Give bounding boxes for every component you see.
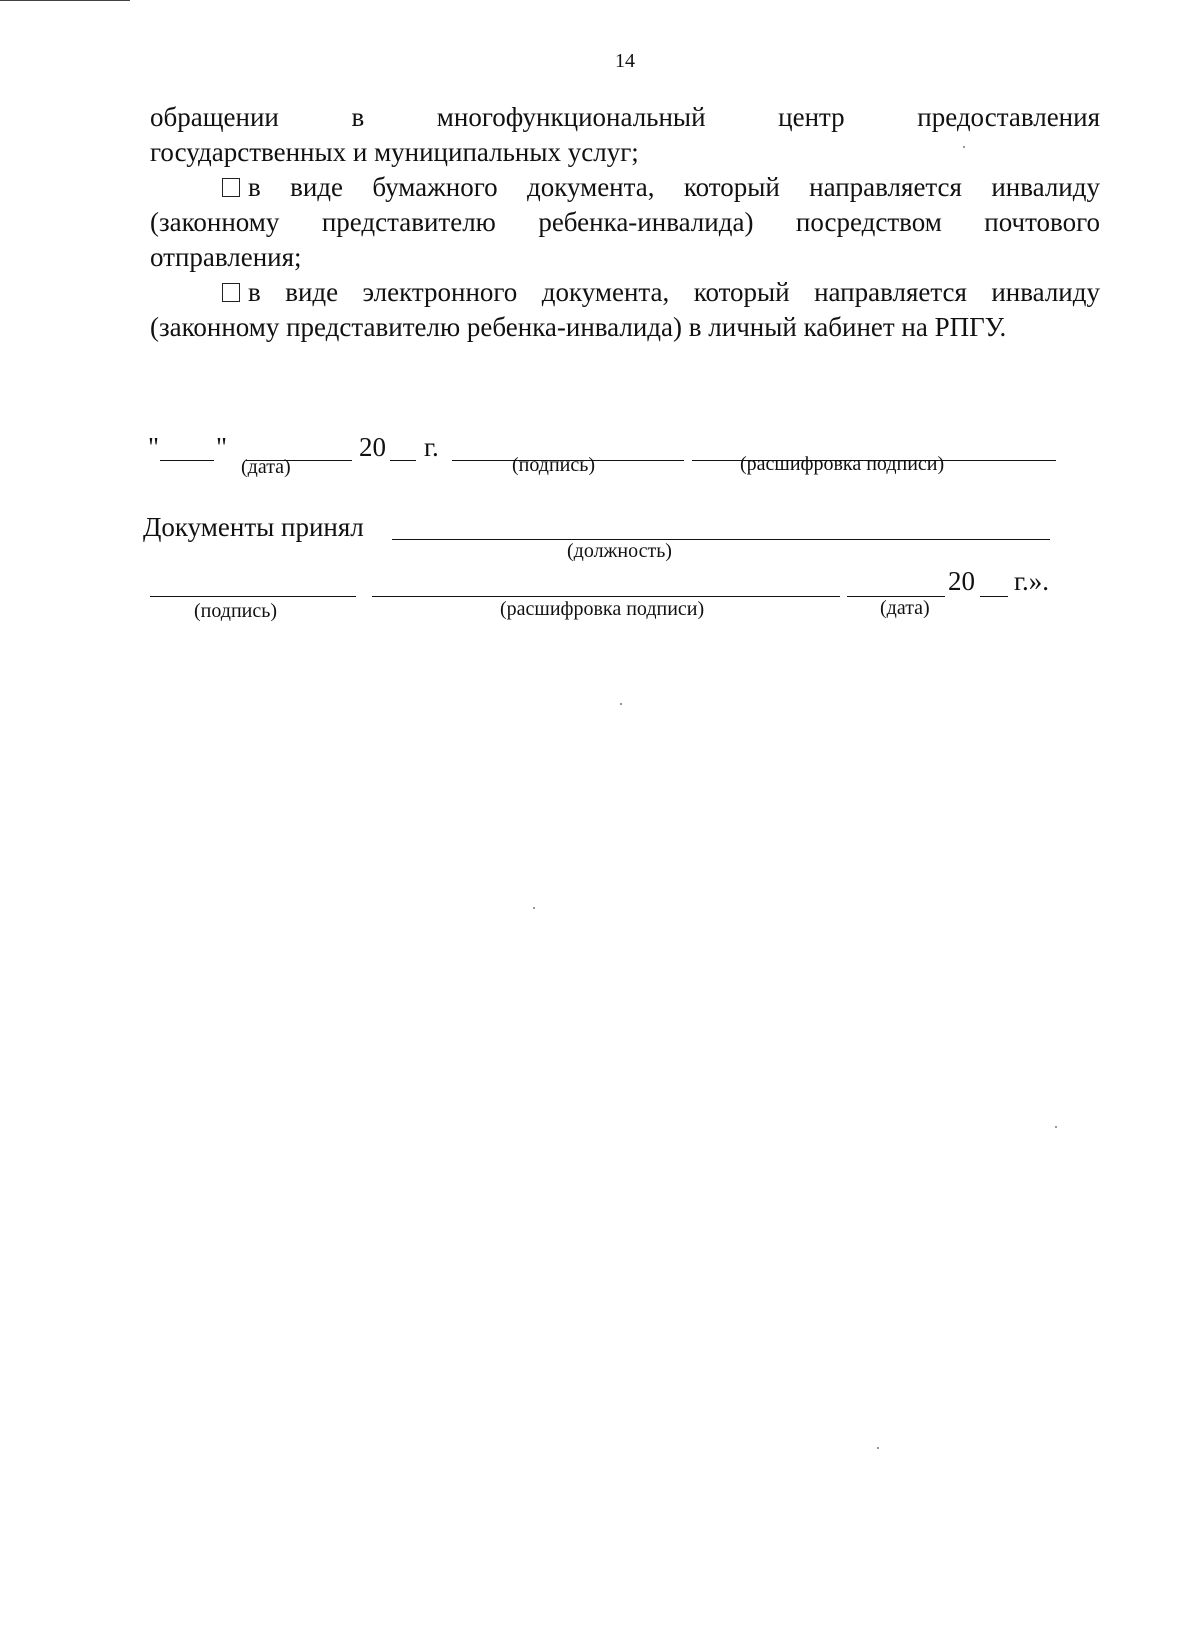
documents-accepted-label: Документы принял [143, 512, 364, 542]
caption-position: (должность) [567, 540, 672, 562]
scan-speck [877, 1447, 879, 1449]
decryption-blank-2[interactable] [372, 596, 840, 597]
caption-decryption-2: (расшифровка подписи) [500, 598, 705, 620]
quote-close: " [216, 432, 228, 462]
day-blank[interactable] [160, 460, 214, 461]
scan-speck [620, 703, 622, 705]
paragraph-3-text: в виде электронного документа, который направляется инвалиду (законному представителю ребенка-инвалида) в личный кабинет на РПГУ. [150, 277, 1100, 342]
paragraph-1-line-1: обращении в многофункциональный центр предоставления [150, 102, 1100, 132]
signature-blank-2[interactable] [150, 596, 356, 597]
caption-signature-2: (подпись) [194, 600, 278, 622]
caption-decryption: (расшифровка подписи) [740, 453, 945, 475]
paragraph-2 [150, 170, 1100, 275]
paragraph-3 [150, 275, 1100, 345]
year-blank-2[interactable] [980, 596, 1008, 597]
scan-speck [963, 146, 965, 148]
year-prefix: 20 [359, 432, 386, 462]
scan-speck [533, 907, 535, 909]
year-suffix-2: г.». [1014, 566, 1050, 596]
caption-date-2: (дата) [880, 597, 930, 619]
caption-date: (дата) [241, 456, 291, 478]
year-prefix-2: 20 [948, 566, 975, 596]
scan-speck [1055, 1126, 1057, 1128]
paragraph-1-line-2: государственных и муниципальных услуг; [150, 137, 639, 167]
year-blank[interactable] [390, 460, 416, 461]
scan-edge-line [0, 0, 130, 1]
paragraph-2-text: в виде бумажного документа, который направляется инвалиду (законному представителю ребенка-инвалида) посредством почтового отправления; [150, 172, 1100, 272]
page-number: 14 [615, 50, 635, 72]
year-suffix: г. [424, 432, 439, 462]
caption-signature: (подпись) [512, 454, 596, 476]
body-text [150, 100, 1100, 345]
position-blank[interactable] [392, 539, 1050, 540]
checkbox-paper-document[interactable] [222, 178, 240, 197]
checkbox-electronic-document[interactable] [222, 283, 240, 302]
quote-open: " [148, 432, 160, 462]
